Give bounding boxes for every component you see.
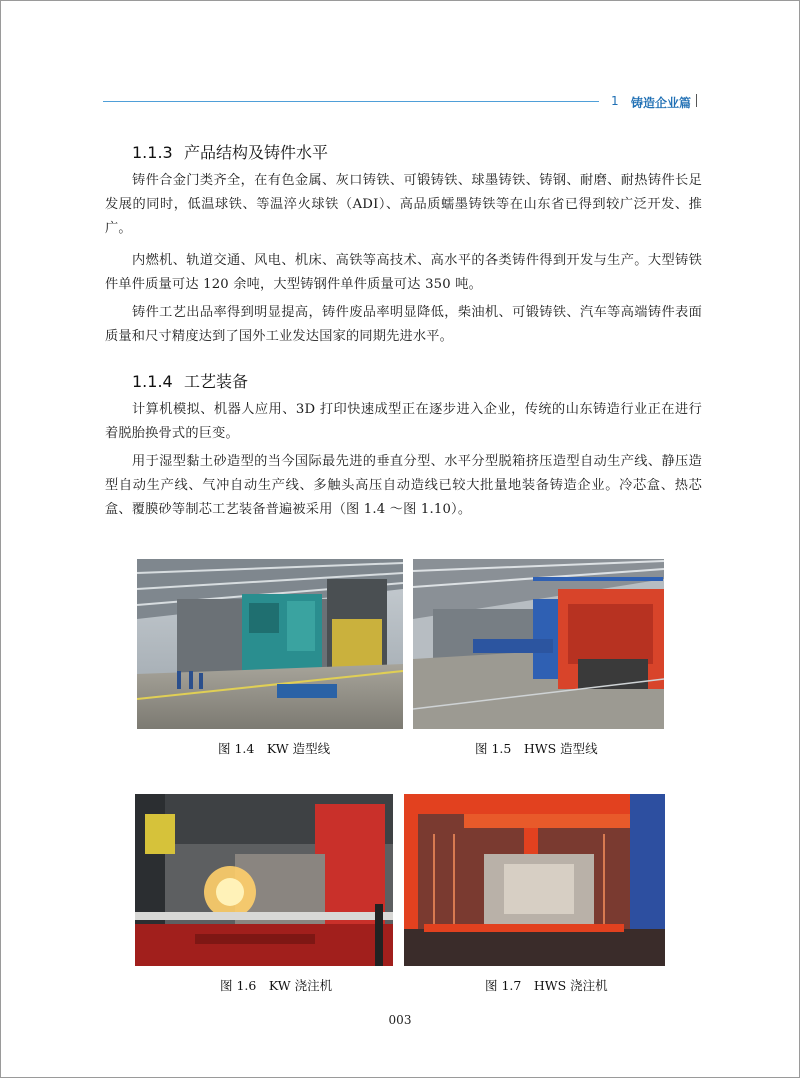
figure-1-4-photo — [137, 559, 403, 729]
paragraph: 铸件合金门类齐全，在有色金属、灰口铸铁、可锻铸铁、球墨铸铁、铸钢、耐磨、耐热铸件长足发展的同时，低温球铁、等温淬火球铁（ADI）、高品质蠕墨铸铁等在山东省已得到较广泛开发、推广。 — [105, 173, 702, 236]
page-number: 003 — [388, 1013, 412, 1027]
figure-1-6-photo — [135, 794, 393, 966]
section-title: 产品结构及铸件水平 — [184, 143, 329, 162]
section-heading-1-1-4 — [132, 369, 248, 392]
header-separator — [696, 94, 697, 107]
figure-1-7-caption: 图 1.7 HWS 浇注机 — [485, 978, 608, 993]
header-chapter-title: 铸造企业篇 — [631, 96, 692, 110]
paragraph: 内燃机、轨道交通、风电、机床、高铁等高技术、高水平的各类铸件得到开发与生产。大型铸铁件单件质量可达 120 余吨，大型铸钢件单件质量可达 350 吨。 — [105, 253, 702, 292]
header-chapter-number: 1 — [611, 94, 619, 108]
figure-1-7-photo — [404, 794, 665, 966]
paragraph: 计算机模拟、机器人应用、3D 打印快速成型正在逐步进入企业，传统的山东铸造行业正在进行着脱胎换骨式的巨变。 — [105, 402, 702, 441]
figure-1-4-caption: 图 1.4 KW 造型线 — [218, 741, 331, 756]
paragraph: 用于湿型黏土砂造型的当今国际最先进的垂直分型、水平分型脱箱挤压造型自动生产线、静压造型自动生产线、气冲自动生产线、多触头高压自动造线已较大批量地装备铸造企业。冷芯盒、热芯盒、覆膜砂等制芯工艺装备普遍被采用（图 1.4 ～图 1.10）。 — [105, 454, 702, 517]
figure-1-6-caption: 图 1.6 KW 浇注机 — [220, 978, 333, 993]
section-heading-1-1-3 — [132, 140, 328, 163]
section-title: 工艺装备 — [184, 372, 249, 391]
section-number: 1.1.4 — [132, 372, 173, 391]
figure-1-5-photo — [413, 559, 664, 729]
figure-1-5-caption: 图 1.5 HWS 造型线 — [475, 741, 598, 756]
paragraph: 铸件工艺出品率得到明显提高，铸件废品率明显降低，柴油机、可锻铸铁、汽车等高端铸件表面质量和尺寸精度达到了国外工业发达国家的同期先进水平。 — [105, 305, 702, 344]
header-rule — [103, 101, 599, 102]
section-number: 1.1.3 — [132, 143, 173, 162]
running-header — [103, 94, 703, 108]
